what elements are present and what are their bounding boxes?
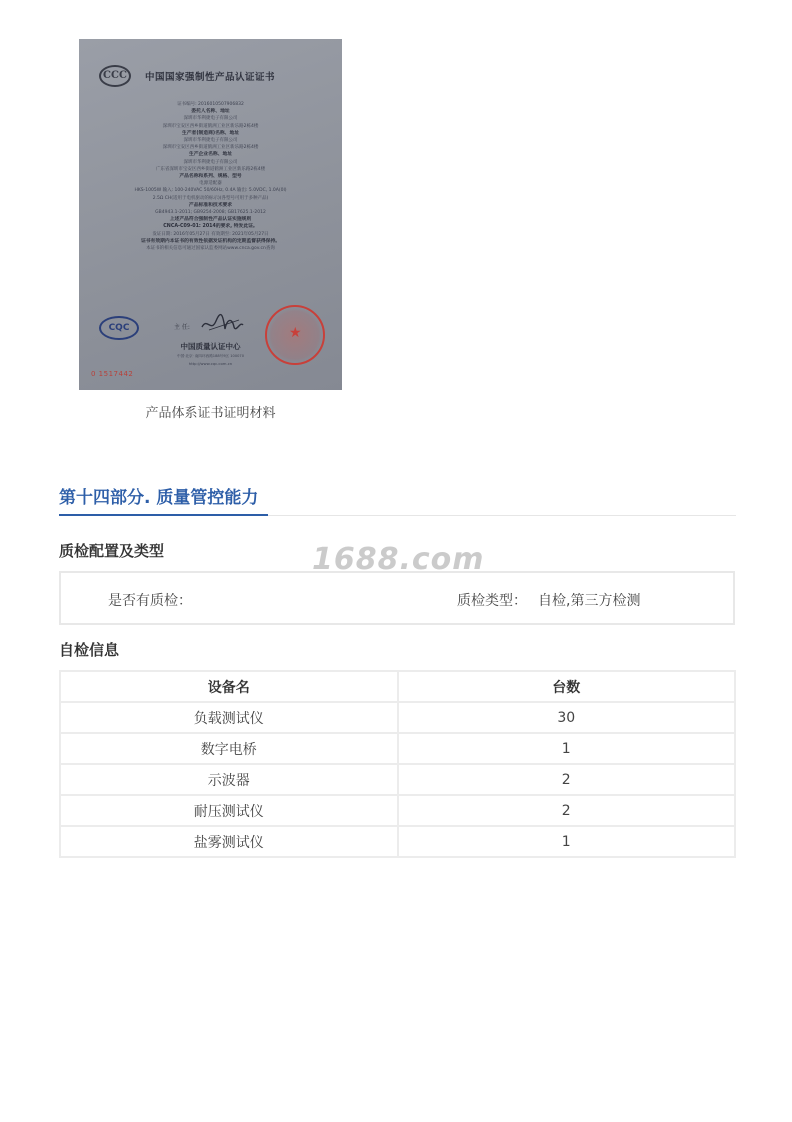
qc-type-value: 自检,第三方检测 xyxy=(538,593,641,609)
table-row xyxy=(60,826,735,857)
certificate-line: HKS-1005W 输入: 100-240VAC 50/60Hz, 0.4A 输出: 5.0VDC, 1.0A(0Ⅰ) xyxy=(134,188,287,194)
certificate-line: 本证书的相关信息可通过国家认监委网站www.cnca.gov.cn查询 xyxy=(146,246,275,252)
equipment-count: 2 xyxy=(398,795,736,826)
certificate-lines xyxy=(113,101,308,252)
has-qc-label: 是否有质检： xyxy=(108,593,192,609)
qc-type-heading: 质检配置及类型 xyxy=(59,542,165,560)
signature-icon xyxy=(199,311,245,337)
certificate-line: 深圳市宝安区西乡街道鹤洲工业区新乐路2栋4楼 xyxy=(162,123,259,129)
certificate-line: 证书编号: 2016010507906832 xyxy=(177,102,244,107)
certificate-line: 深圳市宝安区西乡街道鹤洲工业区新乐路2栋4楼 xyxy=(162,145,259,151)
certificate-line: 生产企业名称、地址 xyxy=(188,152,233,158)
cqc-logo: CQC xyxy=(99,316,139,340)
equipment-count: 1 xyxy=(398,733,736,764)
column-header-count: 台数 xyxy=(398,671,736,702)
signature-label: 主 任: xyxy=(174,324,190,331)
certificate-line: 发证日期: 2016年05月27日 有效期至: 2021年05月27日 xyxy=(152,231,269,237)
equipment-table xyxy=(59,670,736,858)
certificate-line: 产品名称和系列、规格、型号 xyxy=(179,174,242,180)
equipment-count: 2 xyxy=(398,764,736,795)
certificate-line: 2.5Ω CH(适用于电机驱动的标示)(各型号可用于多种产品) xyxy=(152,195,269,201)
section-title-underline xyxy=(59,514,268,516)
certificate-serial: 0 1517442 xyxy=(91,370,134,378)
certificate-org-url: http://www.cqc.com.cn xyxy=(188,361,233,366)
certificate-line: 深圳市华利捷电子有限公司 xyxy=(183,116,238,122)
ccc-logo: CCC xyxy=(99,65,131,87)
certificate-line: GB4943.1-2011; GB9254-2008; GB17625.1-2012 xyxy=(155,210,266,216)
seal-stamp-icon: ★ xyxy=(265,305,325,365)
certificate-title: 中国国家强制性产品认证证书 xyxy=(145,72,276,83)
equipment-name: 耐压测试仪 xyxy=(60,795,398,826)
column-header-equipment: 设备名 xyxy=(60,671,398,702)
certificate-line: 广东省深圳市宝安区西乡街道鹤洲工业区新乐路2栋4楼 xyxy=(155,166,266,172)
table-row xyxy=(60,702,735,733)
certificate-line: 电源适配器 xyxy=(199,181,222,187)
table-header-row xyxy=(60,671,735,702)
table-row xyxy=(60,764,735,795)
certificate-org-address: 中国·北京· 南四环西路188号9区 100070 xyxy=(177,354,244,358)
self-check-heading: 自检信息 xyxy=(59,641,120,659)
equipment-name: 示波器 xyxy=(60,764,398,795)
certificate-line: 产品标准和技术要求 xyxy=(188,202,233,208)
image-caption: 产品体系证书证明材料 xyxy=(145,406,276,421)
certificate-line: 上述产品符合强制性产品认证实施规则 xyxy=(169,217,252,223)
certificate-line: 深圳市华利捷电子有限公司 xyxy=(183,138,238,144)
qc-type-box xyxy=(59,571,735,625)
equipment-name: 盐雾测试仪 xyxy=(60,826,398,857)
certificate-line: 生产者(制造商)名称、地址 xyxy=(181,130,240,136)
certificate-org-name: 中国质量认证中心 xyxy=(180,342,241,351)
equipment-name: 数字电桥 xyxy=(60,733,398,764)
certificate-line: 委托人名称、地址 xyxy=(191,109,230,115)
certificate-line: CNCA-C09-01: 2014的要求, 特发此证。 xyxy=(163,224,258,230)
table-row xyxy=(60,795,735,826)
equipment-count: 30 xyxy=(398,702,736,733)
certificate-image xyxy=(79,39,342,390)
equipment-name: 负载测试仪 xyxy=(60,702,398,733)
qc-type-label: 质检类型： xyxy=(457,593,527,609)
section-title: 第十四部分. 质量管控能力 xyxy=(59,488,259,508)
equipment-count: 1 xyxy=(398,826,736,857)
watermark: 1688.com xyxy=(312,542,485,577)
certificate-line: 深圳市华利捷电子有限公司 xyxy=(183,159,238,165)
table-row xyxy=(60,733,735,764)
certificate-line: 证书有效期内本证书的有效性依据发证机构的定期监督获得保持。 xyxy=(140,238,281,244)
